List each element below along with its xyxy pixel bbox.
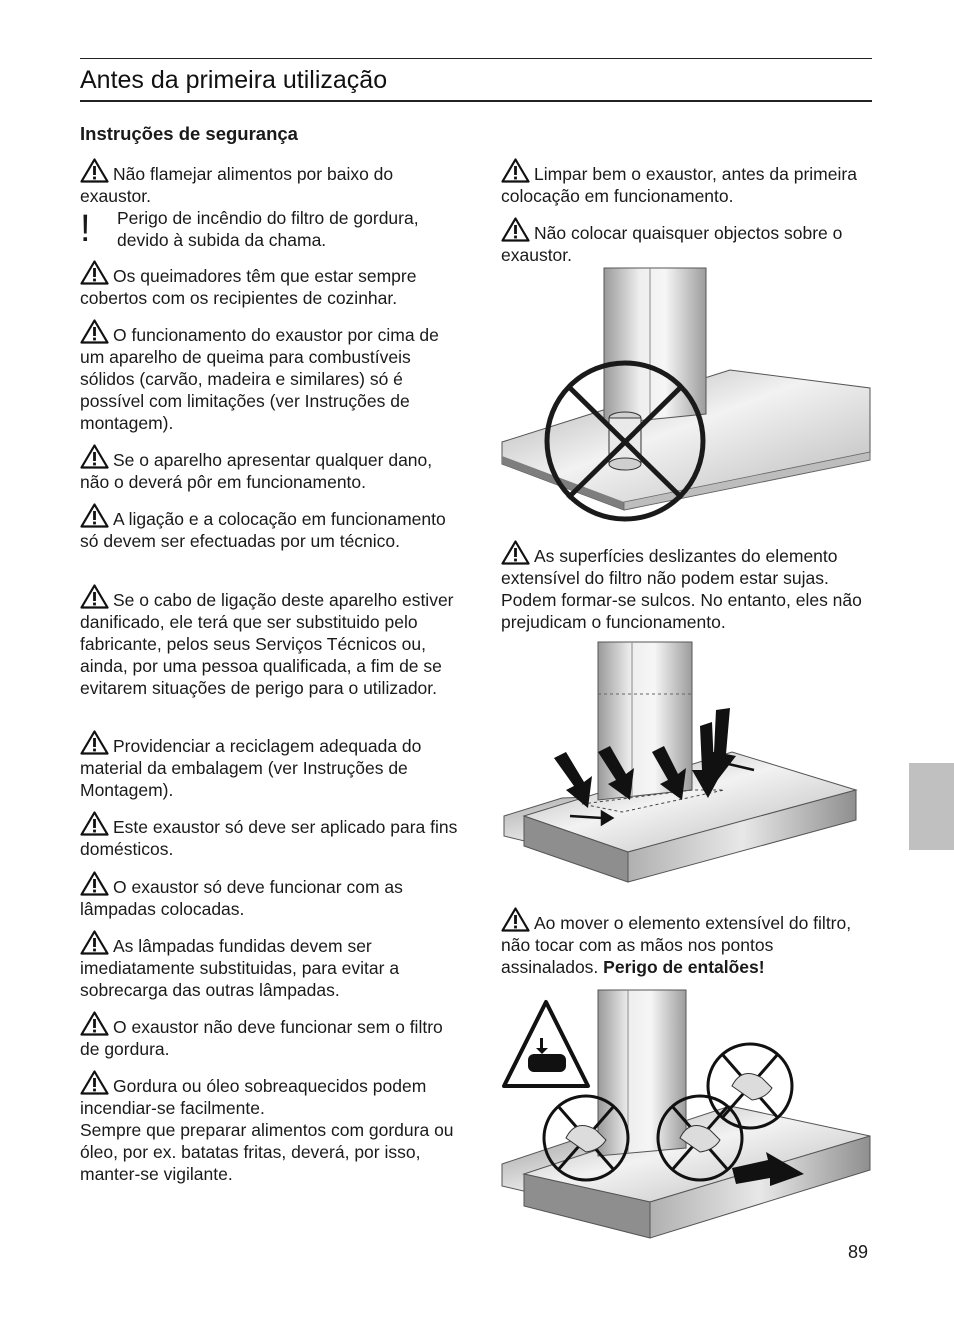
warning-item — [80, 811, 460, 860]
exclamation-icon: ! — [80, 208, 91, 250]
note-text: Perigo de incêndio do filtro de gordura, devido à subida da chama. — [117, 208, 419, 250]
warning-item — [80, 158, 460, 251]
header-rule-bottom — [80, 100, 872, 102]
page-title: Antes da primeira utilização — [80, 66, 388, 94]
chapter-side-tab — [909, 763, 954, 850]
warning-item — [80, 871, 460, 920]
hand-crush-warning-icon — [504, 1002, 588, 1086]
warning-extra-text: Sempre que preparar alimentos com gordura ou óleo, por ex. batatas fritas, deverá, por isso, manter-se vigilante. — [80, 1120, 454, 1184]
warning-item — [80, 730, 460, 801]
warning-item — [80, 584, 460, 699]
warning-triangle-icon — [80, 319, 109, 344]
warning-triangle-icon — [501, 158, 530, 183]
section-title: Instruções de segurança — [80, 123, 298, 144]
warning-item — [501, 907, 873, 978]
warning-text: Ao mover o elemento extensível do filtro, não tocar com as mãos nos pontos assinalados. — [501, 913, 852, 977]
hood-no-objects-illustration — [500, 266, 872, 524]
warning-triangle-icon — [501, 540, 530, 565]
warning-item — [80, 319, 460, 434]
warning-text: Limpar bem o exaustor, antes da primeira colocação em funcionamento. — [501, 164, 857, 206]
warning-item — [501, 158, 873, 207]
warning-triangle-icon — [80, 930, 109, 955]
warning-text: O exaustor só deve funcionar com as lâmpadas colocadas. — [80, 877, 403, 919]
pinch-hazard-illustration — [500, 988, 872, 1242]
warning-text: As superfícies deslizantes do elemento extensível do filtro não podem estar sujas. Podem formar-se sulcos. No entanto, eles não prejudicam o funcionamento. — [501, 546, 862, 632]
warning-triangle-icon — [80, 1070, 109, 1095]
warning-text: A ligação e a colocação em funcionamento só devem ser efectuadas por um técnico. — [80, 509, 446, 551]
warning-item — [80, 503, 460, 552]
warning-triangle-icon — [80, 730, 109, 755]
warning-triangle-icon — [501, 907, 530, 932]
warning-text: Este exaustor só deve ser aplicado para fins domésticos. — [80, 817, 458, 859]
warning-triangle-icon — [80, 1011, 109, 1036]
warning-text: Providenciar a reciclagem adequada do material da embalagem (ver Instruções de Montagem). — [80, 736, 422, 800]
warning-triangle-icon — [80, 871, 109, 896]
warning-item — [80, 444, 460, 493]
warning-triangle-icon — [80, 444, 109, 469]
warning-text: Os queimadores têm que estar sempre cobertos com os recipientes de cozinhar. — [80, 266, 417, 308]
warning-triangle-icon — [80, 260, 109, 285]
warning-item — [80, 1070, 460, 1185]
warning-text: Gordura ou óleo sobreaquecidos podem incendiar-se facilmente. — [80, 1076, 427, 1118]
warning-triangle-icon — [80, 503, 109, 528]
warning-text: Se o aparelho apresentar qualquer dano, não o deverá pôr em funcionamento. — [80, 450, 433, 492]
warning-text: Não colocar quaisquer objectos sobre o exaustor. — [501, 223, 843, 265]
warning-text: O exaustor não deve funcionar sem o filtro de gordura. — [80, 1017, 443, 1059]
fire-hazard-note — [80, 207, 460, 251]
warning-text: As lâmpadas fundidas devem ser imediatamente substituidas, para evitar a sobrecarga das outras lâmpadas. — [80, 936, 400, 1000]
warning-text: Não flamejar alimentos por baixo do exaustor. — [80, 164, 394, 206]
warning-text: O funcionamento do exaustor por cima de um aparelho de queima para combustíveis sólidos (carvão, madeira e similares) só é possível com limitações (ver Instruções de montagem). — [80, 325, 439, 433]
warning-item — [501, 540, 873, 633]
warning-triangle-icon — [80, 158, 109, 183]
warning-item — [80, 930, 460, 1001]
warning-item — [80, 260, 460, 309]
warning-item — [80, 1011, 460, 1060]
page-number: 89 — [848, 1242, 869, 1262]
warning-bold-text: Perigo de entalões! — [603, 957, 765, 977]
warning-triangle-icon — [501, 217, 530, 242]
warning-triangle-icon — [80, 584, 109, 609]
warning-text: Se o cabo de ligação deste aparelho estiver danificado, ele terá que ser substituido pelo fabricante, pelos seus Serviços Técnicos ou, ainda, por uma pessoa qualificada, a fim de se evitarem situações de perigo para o utilizador. — [80, 590, 454, 698]
header-rule-top — [80, 58, 872, 59]
filter-sliding-surfaces-illustration — [502, 640, 858, 884]
warning-item — [501, 217, 873, 266]
warning-triangle-icon — [80, 811, 109, 836]
